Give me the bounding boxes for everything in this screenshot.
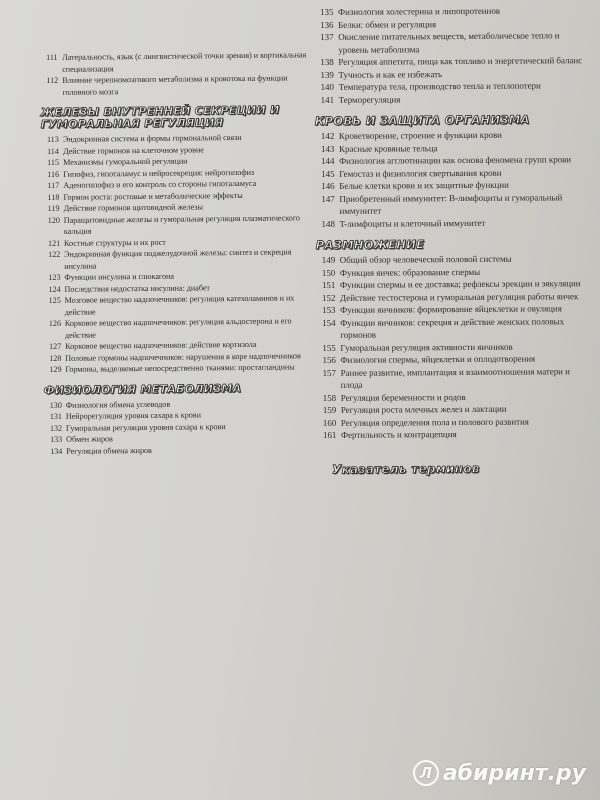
- index-section-heading: Указатель терминов: [331, 461, 480, 477]
- chapter-title: Общий обзор человеческой половой системы: [339, 253, 512, 265]
- toc-entry: [48, 212, 310, 238]
- chapter-title: Белые клетки крови и их защитные функции: [339, 179, 509, 191]
- toc-entry: [48, 246, 310, 272]
- chapter-number: 126: [48, 318, 62, 328]
- chapter-number: 143: [320, 143, 335, 154]
- chapter-number: 125: [48, 295, 61, 305]
- chapter-title: Белки: обмен и регуляция: [338, 18, 437, 30]
- chapter-number: 144: [321, 155, 335, 166]
- chapter-title: Гуморальная регуляция активности яичников: [340, 341, 513, 353]
- chapter-title: Эндокринная система и формы гормональной связи: [62, 132, 242, 144]
- chapter-number: 161: [322, 429, 337, 440]
- chapter-title: Действие гормонов на клеточном уровне: [62, 144, 204, 156]
- labirint-logo-icon: Л: [413, 760, 439, 786]
- chapter-title: Физиология холестерина и липопротеинов: [338, 5, 500, 17]
- chapter-title: T-лимфоциты и клеточный иммунитет: [339, 217, 486, 229]
- chapter-number: 132: [49, 423, 63, 433]
- chapter-title: Регуляция роста млечных желез и лактации: [340, 403, 507, 415]
- toc-right-column: [314, 4, 585, 441]
- toc-entry: [46, 49, 308, 75]
- chapter-title: Последствия недостатка инсулина: диабет: [64, 282, 210, 294]
- chapter-number: 122: [48, 249, 61, 259]
- chapter-title: Физиология обмена углеводов: [65, 399, 171, 410]
- chapter-number: 127: [49, 341, 62, 351]
- toc-entry: [320, 29, 582, 56]
- chapter-title: Гуморальная регуляция уровня сахара к крови: [65, 421, 226, 433]
- chapter-title: Действие тестостерона и гуморальная регуляция работы яичек: [339, 290, 579, 303]
- chapter-number: 111: [46, 52, 58, 62]
- chapter-number: 145: [321, 168, 335, 179]
- chapter-title: Половые гормоны надпочечников: нарушения в коре надпочечников: [65, 350, 301, 363]
- chapter-number: 150: [321, 267, 336, 278]
- toc-entry: [321, 191, 583, 218]
- chapter-number: 153: [322, 304, 336, 315]
- toc-entry: [323, 365, 585, 392]
- chapter-number: 157: [322, 367, 336, 378]
- toc-entry: [321, 216, 583, 230]
- chapter-number: 112: [46, 75, 59, 85]
- chapter-title: Действие гормонов щитовидной железы: [63, 202, 203, 213]
- chapter-title: Аденогипофиз и его контроль со стороны гипоталамуса: [63, 178, 257, 190]
- chapter-number: 151: [321, 279, 336, 290]
- chapter-title: Корковое вещество надпочечников: регуляция альдостерона и его действие: [64, 316, 292, 340]
- chapter-number: 159: [322, 404, 337, 415]
- chapter-number: 147: [321, 193, 335, 204]
- chapter-number: 141: [320, 94, 335, 105]
- chapter-title: Паращитовидные железы и гуморальная регуляция плазматического кальция: [63, 212, 300, 236]
- chapter-number: 113: [46, 134, 59, 144]
- chapter-title: Функция яичек: образование спермы: [339, 266, 481, 278]
- chapter-title: Функции яичников: секреция и действие женских половых гормонов: [340, 315, 565, 340]
- chapter-title: Окисление питательных веществ, метаболическое тепло и уровень метаболизма: [338, 30, 560, 55]
- chapter-title: Гемостаз и физиология свертывания крови: [339, 167, 502, 179]
- chapter-number: 119: [47, 203, 60, 213]
- chapter-number: 152: [322, 292, 336, 303]
- toc-entry: [49, 361, 311, 375]
- chapter-title: Корковое вещество надпочечников: действие кортизола: [65, 339, 257, 351]
- chapter-title: Эндокринная функция поджелудочной железы: синтез и секреция инсулина: [64, 247, 292, 271]
- chapter-number: 137: [320, 31, 334, 42]
- chapter-title: Функции спермы и ее доставка; рефлексы эрекции и эякуляции: [339, 278, 581, 290]
- chapter-number: 131: [49, 411, 63, 421]
- toc-entry: [46, 72, 308, 98]
- chapter-title: Костные структуры и их рост: [63, 237, 166, 248]
- chapter-number: 138: [320, 56, 334, 67]
- section-heading: РАЗМНОЖЕНИЕ: [315, 237, 425, 253]
- chapter-title: Регуляция определения пола и полового развития: [340, 416, 529, 428]
- section-heading: ЖЕЛЕЗЫ ВНУТРЕННЕЙ СЕКРЕЦИИ И ГУМОРАЛЬНАЯ РЕГУЛЯЦИЯ: [40, 103, 280, 132]
- toc-entry: [321, 92, 583, 106]
- chapter-number: 148: [321, 218, 335, 229]
- chapter-number: 114: [46, 146, 59, 156]
- chapter-title: Функции яичников: формирование яйцеклетки и овуляция: [340, 303, 562, 315]
- watermark-text: абиринт.ру: [442, 760, 586, 786]
- chapter-number: 158: [322, 392, 337, 403]
- chapter-title: Температура тела, производство тепла и теплопотери: [338, 80, 541, 92]
- chapter-title: Гипофиз, гипоталамус и нейросекреция: нейрогипофиз: [63, 167, 255, 179]
- toc-entry: [49, 292, 311, 318]
- chapter-number: 117: [47, 180, 60, 190]
- chapter-number: 135: [320, 6, 334, 17]
- chapter-title: Фертильность и контрацепция: [340, 429, 457, 440]
- chapter-title: Влияние черепномозгового метаболизма и кровотока на функции головного мозга: [62, 73, 288, 97]
- chapter-number: 123: [48, 272, 61, 282]
- chapter-title: Красные кровяные тельца: [338, 142, 438, 154]
- chapter-title: Мозговое вещество надпочечников: регуляция катехоламинов и их действие: [64, 293, 295, 317]
- chapter-number: 118: [47, 192, 60, 202]
- chapter-number: 115: [47, 157, 60, 167]
- toc-entry: [323, 427, 585, 441]
- chapter-number: 156: [322, 354, 336, 365]
- chapter-number: 155: [322, 342, 336, 353]
- chapter-title: Нейрорегуляция уровня сахара к крови: [65, 410, 201, 421]
- chapter-number: 136: [320, 19, 334, 30]
- chapter-number: 128: [49, 353, 62, 363]
- section-heading: КРОВЬ И ЗАЩИТА ОРГАНИЗМА: [314, 112, 530, 129]
- section-heading: ФИЗИОЛОГИЯ МЕТАБОЛИЗМА: [43, 381, 242, 397]
- chapter-title: Приобретенный иммунитет: B-лимфоциты и гуморальный иммунитет: [339, 191, 563, 216]
- chapter-number: 160: [322, 417, 337, 428]
- chapter-title: Терморегуляция: [338, 93, 401, 105]
- chapter-title: Тучность и как ее избежать: [338, 68, 443, 80]
- chapter-title: Физиология агглютинации как основа феномена групп крови: [339, 154, 572, 166]
- chapter-title: Функции инсулина и глюкагона: [64, 271, 174, 282]
- chapter-number: 142: [320, 130, 335, 141]
- chapter-number: 139: [320, 69, 334, 80]
- chapter-title: Раннее развитие, имплантация и взаимоотношения матери и плода: [340, 365, 570, 390]
- toc-entry: [322, 315, 584, 342]
- chapter-title: Кроветворение, строение и функции крови: [338, 129, 502, 141]
- toc-left-column: [40, 49, 312, 457]
- chapter-number: 149: [321, 254, 336, 265]
- chapter-number: 130: [49, 400, 62, 410]
- chapter-number: 154: [322, 317, 336, 328]
- chapter-title: Обмен жиров: [66, 434, 113, 444]
- toc-entry: [49, 315, 311, 341]
- chapter-title: Гормон роста: ростовые и метаболические эффекты: [63, 190, 243, 202]
- chapter-title: Регуляция беременности и родов: [340, 391, 466, 403]
- chapter-title: Латеральность, язык (с лингвистической точки зрения) и кортикальная специализация: [62, 50, 307, 74]
- labirint-watermark: [413, 760, 586, 786]
- chapter-number: 116: [47, 169, 60, 179]
- chapter-number: 133: [50, 434, 63, 444]
- chapter-number: 129: [49, 364, 62, 374]
- chapter-number: 121: [47, 238, 61, 248]
- chapter-title: Регуляция обмена жиров: [66, 445, 152, 456]
- chapter-number: 124: [48, 284, 61, 294]
- chapter-title: Регуляция аппетита, пища как топливо и энергетический баланс: [338, 55, 583, 67]
- toc-entry: [50, 443, 312, 457]
- chapter-number: 146: [321, 180, 335, 191]
- chapter-title: Физиология спермы, яйцеклетки и оплодотворения: [340, 353, 536, 365]
- chapter-title: Механизмы гуморальной регуляции: [63, 156, 188, 167]
- chapter-number: 134: [50, 446, 63, 456]
- chapter-number: 140: [320, 81, 334, 92]
- chapter-title: Гормоны, выделяемые непосредственно тканями: простагландины: [65, 362, 295, 374]
- chapter-number: 120: [47, 215, 60, 225]
